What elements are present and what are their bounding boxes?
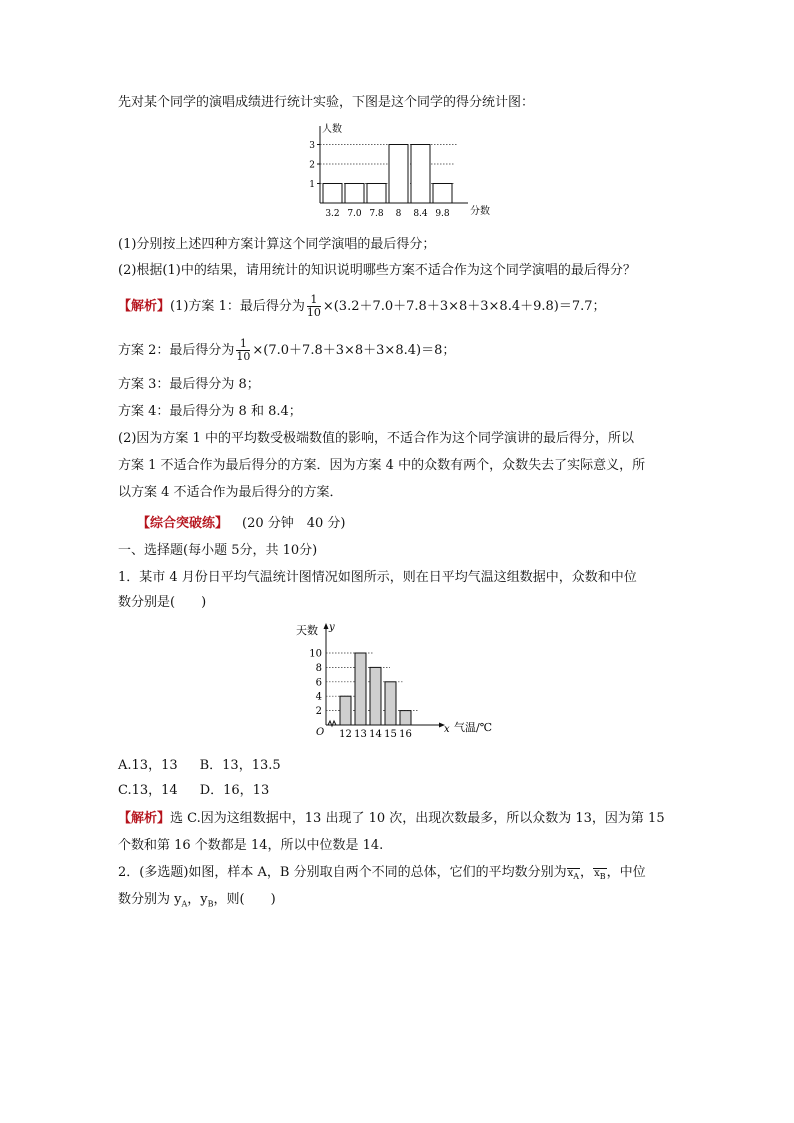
x-tick-label: 9.8 [435,209,450,219]
mean-a-sub: A [573,872,580,881]
solution-1-line-2: 个数和第 16 个数都是 14，所以中位数是 14. [118,838,384,853]
fraction-denominator: 10 [306,306,321,319]
solution-line-4: 方案 4：最后得分为 8 和 8.4； [118,404,302,419]
y-tick-label: 6 [315,677,322,689]
bar [323,184,342,204]
solution-line-5a: (2)因为方案 1 中的平均数受极端数值的影响，不适合作为这个同学演讲的最后得分，所以 [118,431,634,446]
x-tick-label: 8 [395,209,402,219]
x-tick-label: 13 [354,729,367,740]
median-a-sub: A [181,899,188,909]
mean-a-x: x [567,868,574,879]
section-time: (20 分钟 40 分) [242,516,346,531]
solution-line-5b: 方案 1 不适合作为最后得分的方案．因为方案 4 中的众数有两个，众数失去了实际意义，所 [118,458,646,473]
y-tick-label: 4 [315,691,322,703]
x-axis-name: x [444,724,450,735]
x-tick-label: 15 [384,729,397,740]
y-tick-label: 2 [315,706,322,718]
solution-line-3: 方案 3：最后得分为 8； [118,377,260,392]
fraction-denominator: 10 [236,350,251,363]
solution-1-tag: 【解析】 [118,811,171,826]
solution-line-2 [118,338,455,364]
bar [340,696,351,725]
mean-a-symbol [567,868,580,882]
temperature-chart [294,620,504,742]
bar [433,184,452,204]
bar [400,711,411,725]
problem-2-text-b: ，中位 [606,865,646,880]
solution-line-5c: 以方案 4 不适合作为最后得分的方案． [118,485,343,500]
y-axis-label: 人数 [322,124,342,135]
fraction-numerator: 1 [236,338,250,351]
problem-2-text-d: ，则( ) [213,892,276,907]
solution-1-line-1 [118,810,665,828]
mean-b-symbol [593,868,607,882]
x-axis-label: 气温/℃ [454,721,493,734]
bar [389,145,408,204]
mean-b-x: x [594,868,600,879]
part-1-heading: 一、选择题(每小题 5分，共 10分) [118,543,318,558]
fraction-one-tenth [307,294,321,319]
score-chart-bars [323,145,452,204]
solution-tag: 【解析】 [118,299,171,314]
fraction-numerator: 1 [307,294,321,307]
solution-line-1 [118,294,606,320]
y-tick-label: 3 [309,141,315,151]
x-tick-label: 7.8 [369,209,384,219]
problem-2-text-a: 2．(多选题)如图，样本 A，B 分别取自两个不同的总体，它们的平均数分别为 [118,865,567,880]
y-tick-label: 8 [315,662,322,674]
y-tick-label: 1 [309,180,315,190]
option-c[interactable]: C.13，14 [118,783,178,798]
temperature-chart-bars [340,653,411,725]
bar [367,184,386,204]
options-row-1 [118,757,281,775]
bar [385,682,396,725]
option-d[interactable]: D．16，13 [199,783,270,798]
question-1: (1)分别按上述四种方案计算这个同学演唱的最后得分； [118,237,436,252]
solution-p1-expr: ×(3.2＋7.0＋7.8＋3×8＋3×8.4＋9.8)＝7.7； [322,299,606,314]
median-b-sub: B [207,899,214,909]
y-tick-label: 2 [309,160,315,171]
x-tick-label: 16 [399,729,412,740]
intro-text: 先对某个同学的演唱成绩进行统计实验，下图是这个同学的得分统计图： [118,95,535,110]
x-tick-label: 8.4 [413,209,428,219]
mean-separator: ， [580,865,594,880]
solution-1-pick: 选 C. [170,811,201,826]
option-b[interactable]: B．13，13.5 [199,758,281,773]
option-a[interactable]: A.13，13 [118,758,178,773]
solution-p1-prefix: (1)方案 1：最后得分为 [170,299,305,314]
bar [411,145,430,204]
options-row-2 [118,782,269,800]
x-axis-label: 分数 [470,206,490,217]
bar [370,667,381,725]
bar [355,653,366,725]
problem-2-line-2 [118,891,276,914]
question-2: (2)根据(1)中的结果，请用统计的知识说明哪些方案不适合作为这个同学演唱的最后得分？ [118,263,636,278]
x-tick-label: 12 [339,729,352,740]
y-axis-arrow [324,623,329,629]
solution-1-text-1: 因为这组数据中，13 出现了 10 次，出现次数最多，所以众数为 13，因为第 15 [200,811,665,826]
problem-2-text-c: 数分别为 y [118,892,182,907]
y-tick-label: 10 [309,648,322,660]
x-tick-label: 14 [369,729,382,740]
origin-label: O [316,727,325,738]
score-chart [300,120,500,222]
x-tick-label: 7.0 [347,209,362,219]
fraction-one-tenth [236,338,250,363]
y-axis-label: 天数 [296,624,318,637]
solution-p2-prefix: 方案 2：最后得分为 [118,343,235,358]
section-header [137,515,346,533]
section-title: 【综合突破练】 [137,516,229,531]
y-axis-name: y [329,622,335,633]
solution-p2-expr: ×(7.0＋7.8＋3×8＋3×8.4)＝8； [252,343,456,358]
problem-1-line-2: 数分别是( ) [118,595,207,610]
problem-2-line-1 [118,864,646,882]
x-tick-label: 3.2 [325,209,340,219]
median-comma: ，y [187,892,208,907]
problem-1-line-1: 1．某市 4 月份日平均气温统计图情况如图所示，则在日平均气温这组数据中，众数和中位 [118,570,637,585]
bar [345,184,364,204]
mean-b-sub: B [599,872,606,881]
